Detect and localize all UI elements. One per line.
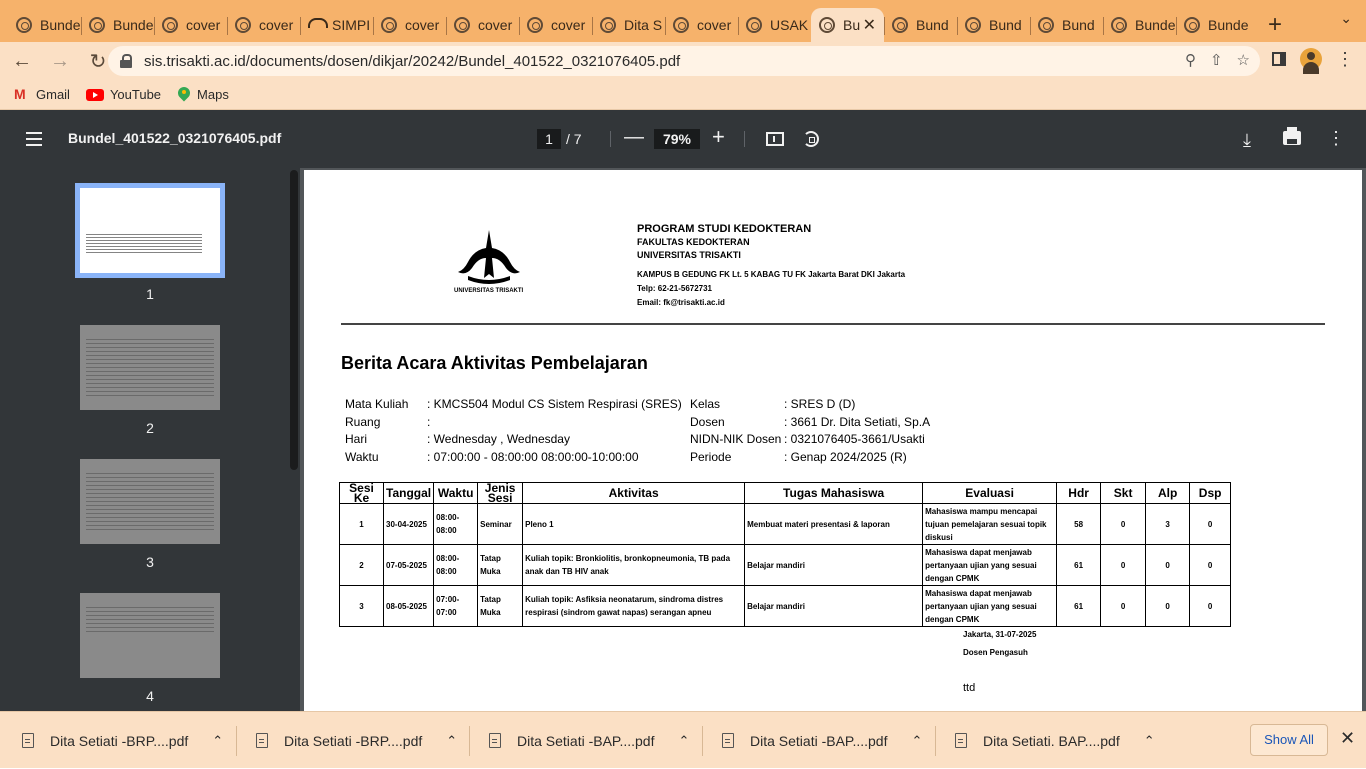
chevron-up-icon[interactable]: ⌃ [1143, 732, 1155, 748]
download-item[interactable] [722, 712, 922, 769]
download-filename: Dita Setiati -BAP....pdf [750, 732, 888, 749]
table-cell: 0 [1101, 545, 1146, 586]
chevron-up-icon[interactable]: ⌃ [678, 732, 690, 748]
university-name: UNIVERSITAS TRISAKTI [637, 250, 741, 260]
column-header: Aktivitas [523, 483, 745, 504]
table-cell: 2 [340, 545, 384, 586]
menu-icon[interactable] [26, 132, 42, 146]
column-header: Skt [1101, 483, 1146, 504]
table-row [340, 545, 1231, 586]
close-tab-icon[interactable]: ✕ [862, 17, 876, 34]
chevron-up-icon[interactable]: ⌃ [911, 732, 923, 748]
table-cell: 08-05-2025 [384, 586, 434, 627]
pdf-viewer[interactable] [300, 168, 1366, 711]
file-icon [256, 733, 268, 748]
activity-table [339, 482, 1231, 627]
meta-value: : 07:00:00 - 08:00:00 08:00:00-10:00:00 [427, 449, 639, 464]
column-header: Tugas Mahasiswa [745, 483, 923, 504]
browser-tab[interactable] [519, 8, 592, 42]
signature-ttd: ttd [963, 682, 976, 694]
tab-label: cover [697, 17, 732, 33]
globe-icon [673, 17, 689, 33]
prodi-name: PROGRAM STUDI KEDOKTERAN [637, 223, 812, 235]
file-icon [489, 733, 501, 748]
table-cell: 0 [1190, 504, 1231, 545]
browser-tab[interactable] [592, 8, 665, 42]
column-header: Waktu [434, 483, 478, 504]
logo-caption: UNIVERSITAS TRISAKTI [454, 288, 524, 294]
browser-tab[interactable] [8, 8, 81, 42]
zoom-level-input[interactable]: 79% [654, 129, 700, 149]
download-item[interactable] [955, 712, 1155, 769]
table-cell: 0 [1101, 586, 1146, 627]
meta-value: : Wednesday , Wednesday [427, 432, 570, 447]
header-divider [341, 323, 1325, 325]
globe-icon [454, 17, 470, 33]
file-icon [722, 733, 734, 748]
tab-search-icon[interactable]: ⌄ [1340, 10, 1352, 26]
globe-icon [1111, 17, 1127, 33]
rotate-icon[interactable] [803, 131, 819, 147]
meta-value: : [427, 414, 431, 429]
university-logo [454, 228, 524, 294]
table-cell: 07:00- 07:00 [434, 586, 478, 627]
table-cell: 0 [1146, 586, 1190, 627]
thumbnail-page-3[interactable] [80, 459, 220, 544]
table-cell: Belajar mandiri [745, 545, 923, 586]
table-cell: 0 [1101, 504, 1146, 545]
browser-tab[interactable] [738, 8, 811, 42]
table-cell: 0 [1146, 545, 1190, 586]
meta-key: NIDN-NIK Dosen [690, 432, 782, 447]
meta-key: Hari [345, 432, 368, 447]
table-cell: Seminar [478, 504, 523, 545]
page-total: / 7 [566, 131, 582, 147]
browser-tab[interactable] [957, 8, 1030, 42]
chevron-up-icon[interactable]: ⌃ [446, 732, 458, 748]
thumbnail-page-1[interactable] [80, 188, 220, 273]
zoom-in-button[interactable]: + [712, 124, 725, 149]
download-icon[interactable]: ⤓ [1243, 130, 1251, 150]
print-icon[interactable] [1283, 131, 1301, 145]
column-header: Evaluasi [923, 483, 1057, 504]
table-cell: 30-04-2025 [384, 504, 434, 545]
browser-tab[interactable] [373, 8, 446, 42]
side-panel-icon[interactable] [1272, 52, 1286, 66]
column-header: Sesi Ke [340, 483, 384, 504]
table-cell: 0 [1190, 586, 1231, 627]
meta-key: Dosen [690, 414, 725, 429]
campus-address: KAMPUS B GEDUNG FK Lt. 5 KABAG TU FK Jakarta Barat DKI Jakarta [637, 270, 906, 279]
youtube-icon [86, 89, 104, 101]
globe-icon [527, 17, 543, 33]
meta-key: Kelas [690, 397, 721, 411]
downloads-bar [0, 711, 1366, 768]
faculty-name: FAKULTAS KEDOKTERAN [637, 237, 750, 247]
reload-button[interactable]: ↻ [89, 50, 107, 73]
table-cell: Kuliah topik: Asfiksia neonatarum, sindroma distres respirasi (sindrom gawat napas) serangan apneu [523, 586, 745, 627]
tab-label: Bund [1062, 17, 1095, 33]
browser-toolbar [0, 42, 1366, 80]
star-icon[interactable]: ☆ [1236, 52, 1250, 69]
forward-button[interactable]: → [50, 49, 70, 72]
tab-label: cover [259, 17, 294, 33]
table-cell: Mahasiswa dapat menjawab pertanyaan ujian yang sesuai dengan CPMK [923, 545, 1057, 586]
bookmark-gmail[interactable] [14, 87, 70, 102]
zoom-out-button[interactable]: — [624, 126, 644, 148]
divider [702, 726, 703, 756]
email: Email: fk@trisakti.ac.id [637, 298, 725, 307]
thumbnail-number: 4 [146, 688, 154, 704]
download-filename: Dita Setiati. BAP....pdf [983, 732, 1120, 749]
tab-label: SIMPI [332, 17, 371, 33]
divider [610, 131, 611, 147]
globe-icon [162, 17, 178, 33]
column-header: Alp [1146, 483, 1190, 504]
meta-value: : Genap 2024/2025 (R) [784, 449, 907, 464]
browser-tab[interactable] [665, 8, 738, 42]
thumbnail-page-4[interactable] [80, 593, 220, 678]
tab-label: cover [405, 17, 440, 33]
thumbnail-sidebar [0, 168, 300, 711]
tab-label: Bunde [1135, 17, 1176, 33]
browser-tab[interactable] [81, 8, 154, 42]
table-cell: 0 [1190, 545, 1231, 586]
meta-value: : 0321076405-3661/Usakti [784, 432, 925, 447]
meta-value: : 3661 Dr. Dita Setiati, Sp.A [784, 414, 931, 429]
address-bar[interactable] [108, 46, 1260, 76]
globe-icon [819, 17, 835, 33]
tab-label: USAK [770, 17, 809, 33]
table-cell: 1 [340, 504, 384, 545]
share-icon[interactable]: ⇧ [1209, 52, 1223, 69]
back-button[interactable]: ← [12, 49, 32, 72]
fit-to-page-icon[interactable] [766, 132, 784, 146]
profile-avatar[interactable] [1300, 48, 1322, 70]
tab-label: Bund [916, 17, 949, 33]
download-item[interactable] [22, 712, 223, 769]
column-header: Hdr [1057, 483, 1101, 504]
tab-strip [0, 0, 1366, 42]
download-item[interactable] [489, 712, 689, 769]
table-cell: 08:00- 08:00 [434, 545, 478, 586]
table-cell: Mahasiswa mampu mencapai tujuan pemelajaran sesuai topik diskusi [923, 504, 1057, 545]
tab-label: cover [551, 17, 586, 33]
pdf-page [304, 170, 1362, 730]
browser-tab[interactable] [1030, 8, 1103, 42]
tab-label: Bunde [40, 17, 81, 33]
download-filename: Dita Setiati -BAP....pdf [517, 732, 655, 749]
tab-label: cover [186, 17, 221, 33]
phone: Telp: 62-21-5672731 [637, 284, 713, 293]
thumbnail-number: 2 [146, 420, 154, 436]
divider [469, 726, 470, 756]
globe-icon [965, 17, 981, 33]
globe-icon [892, 17, 908, 33]
browser-tab[interactable] [884, 8, 957, 42]
meta-key: Periode [690, 449, 732, 464]
table-cell: Belajar mandiri [745, 586, 923, 627]
table-cell: Kuliah topik: Bronkiolitis, bronkopneumonia, TB pada anak dan TB HIV anak [523, 545, 745, 586]
chevron-up-icon[interactable]: ⌃ [212, 732, 224, 748]
table-cell: 07-05-2025 [384, 545, 434, 586]
tab-label: cover [478, 17, 513, 33]
browser-menu-icon[interactable]: ⋮ [1336, 48, 1354, 69]
bookmark-label: Maps [197, 87, 229, 102]
globe-icon [235, 17, 251, 33]
browser-tab[interactable] [1103, 8, 1176, 42]
column-header: Tanggal [384, 483, 434, 504]
document-title: Berita Acara Aktivitas Pembelajaran [341, 353, 648, 373]
zoom-icon[interactable]: ⚲ [1184, 52, 1196, 69]
table-cell: 3 [1146, 504, 1190, 545]
maps-icon [177, 87, 191, 103]
download-filename: Dita Setiati -BRP....pdf [50, 732, 189, 749]
browser-tab[interactable] [300, 8, 373, 42]
bookmarks-bar [0, 80, 1366, 110]
meta-key: Ruang [345, 414, 381, 429]
signature-role: Dosen Pengasuh [963, 648, 1028, 657]
umbrella-icon [308, 17, 324, 33]
address-text: sis.trisakti.ac.id/documents/dosen/dikjar/20242/Bundel_401522_0321076405.pdf [144, 52, 681, 70]
signature-date: Jakarta, 31-07-2025 [963, 630, 1037, 639]
divider [236, 726, 237, 756]
column-header: Dsp [1190, 483, 1231, 504]
thumbnail-page-2[interactable] [80, 325, 220, 410]
table-cell: Membuat materi presentasi & laporan [745, 504, 923, 545]
tab-label: Bunde [113, 17, 154, 33]
table-cell: Tatap Muka [478, 545, 523, 586]
table-cell: Tatap Muka [478, 586, 523, 627]
table-cell: Pleno 1 [523, 504, 745, 545]
download-filename: Dita Setiati -BRP....pdf [284, 732, 423, 749]
bookmark-label: Gmail [36, 87, 70, 102]
bookmark-youtube[interactable] [86, 87, 161, 102]
browser-tab[interactable] [1176, 8, 1249, 42]
download-item[interactable] [256, 712, 457, 769]
show-all-button[interactable]: Show All [1250, 724, 1328, 756]
file-icon [22, 733, 34, 748]
close-icon[interactable]: ✕ [1340, 728, 1356, 748]
table-cell: 58 [1057, 504, 1101, 545]
pdf-toolbar [0, 110, 1366, 168]
browser-tab[interactable] [811, 8, 884, 42]
browser-tab[interactable] [154, 8, 227, 42]
table-cell: 08:00- 08:00 [434, 504, 478, 545]
meta-right [690, 396, 930, 466]
globe-icon [1038, 17, 1054, 33]
meta-key: Waktu [345, 449, 379, 464]
table-cell: 3 [340, 586, 384, 627]
bookmark-maps[interactable] [177, 87, 229, 103]
table-row [340, 504, 1231, 545]
page-number-input[interactable]: 1 [537, 129, 561, 149]
pdf-filename: Bundel_401522_0321076405.pdf [68, 130, 282, 146]
divider [744, 131, 745, 147]
table-cell: 61 [1057, 586, 1101, 627]
meta-value: : SRES D (D) [784, 397, 856, 411]
table-cell: 61 [1057, 545, 1101, 586]
more-actions-icon[interactable]: ⋮ [1327, 128, 1345, 148]
tab-label: Bund [989, 17, 1022, 33]
globe-icon [89, 17, 105, 33]
table-header-row [340, 483, 1231, 504]
globe-icon [600, 17, 616, 33]
globe-icon [16, 17, 32, 33]
bookmark-label: YouTube [109, 87, 162, 102]
table-cell: Mahasiswa dapat menjawab pertanyaan ujian yang sesuai dengan CPMK [923, 586, 1057, 627]
globe-icon [1184, 17, 1200, 33]
browser-tab[interactable] [446, 8, 519, 42]
tab-label: Bunde [1208, 17, 1249, 33]
tab-label: Dita S [624, 17, 663, 33]
gmail-icon [14, 89, 30, 101]
globe-icon [381, 17, 397, 33]
thumbnail-number: 3 [146, 554, 154, 570]
column-header: Jenis Sesi [478, 483, 523, 504]
tab-label: Bu [843, 17, 861, 33]
institution-header [637, 222, 905, 310]
meta-left [345, 396, 682, 466]
browser-tab[interactable] [227, 8, 300, 42]
table-row [340, 586, 1231, 627]
file-icon [955, 733, 967, 748]
sidebar-scrollbar[interactable] [290, 170, 298, 470]
globe-icon [746, 17, 762, 33]
meta-key: Mata Kuliah [345, 397, 409, 411]
new-tab-button[interactable]: + [1267, 11, 1282, 38]
divider [935, 726, 936, 756]
meta-value: : KMCS504 Modul CS Sistem Respirasi (SRES) [427, 397, 682, 411]
lock-icon [120, 54, 132, 68]
thumbnail-number: 1 [146, 286, 154, 302]
